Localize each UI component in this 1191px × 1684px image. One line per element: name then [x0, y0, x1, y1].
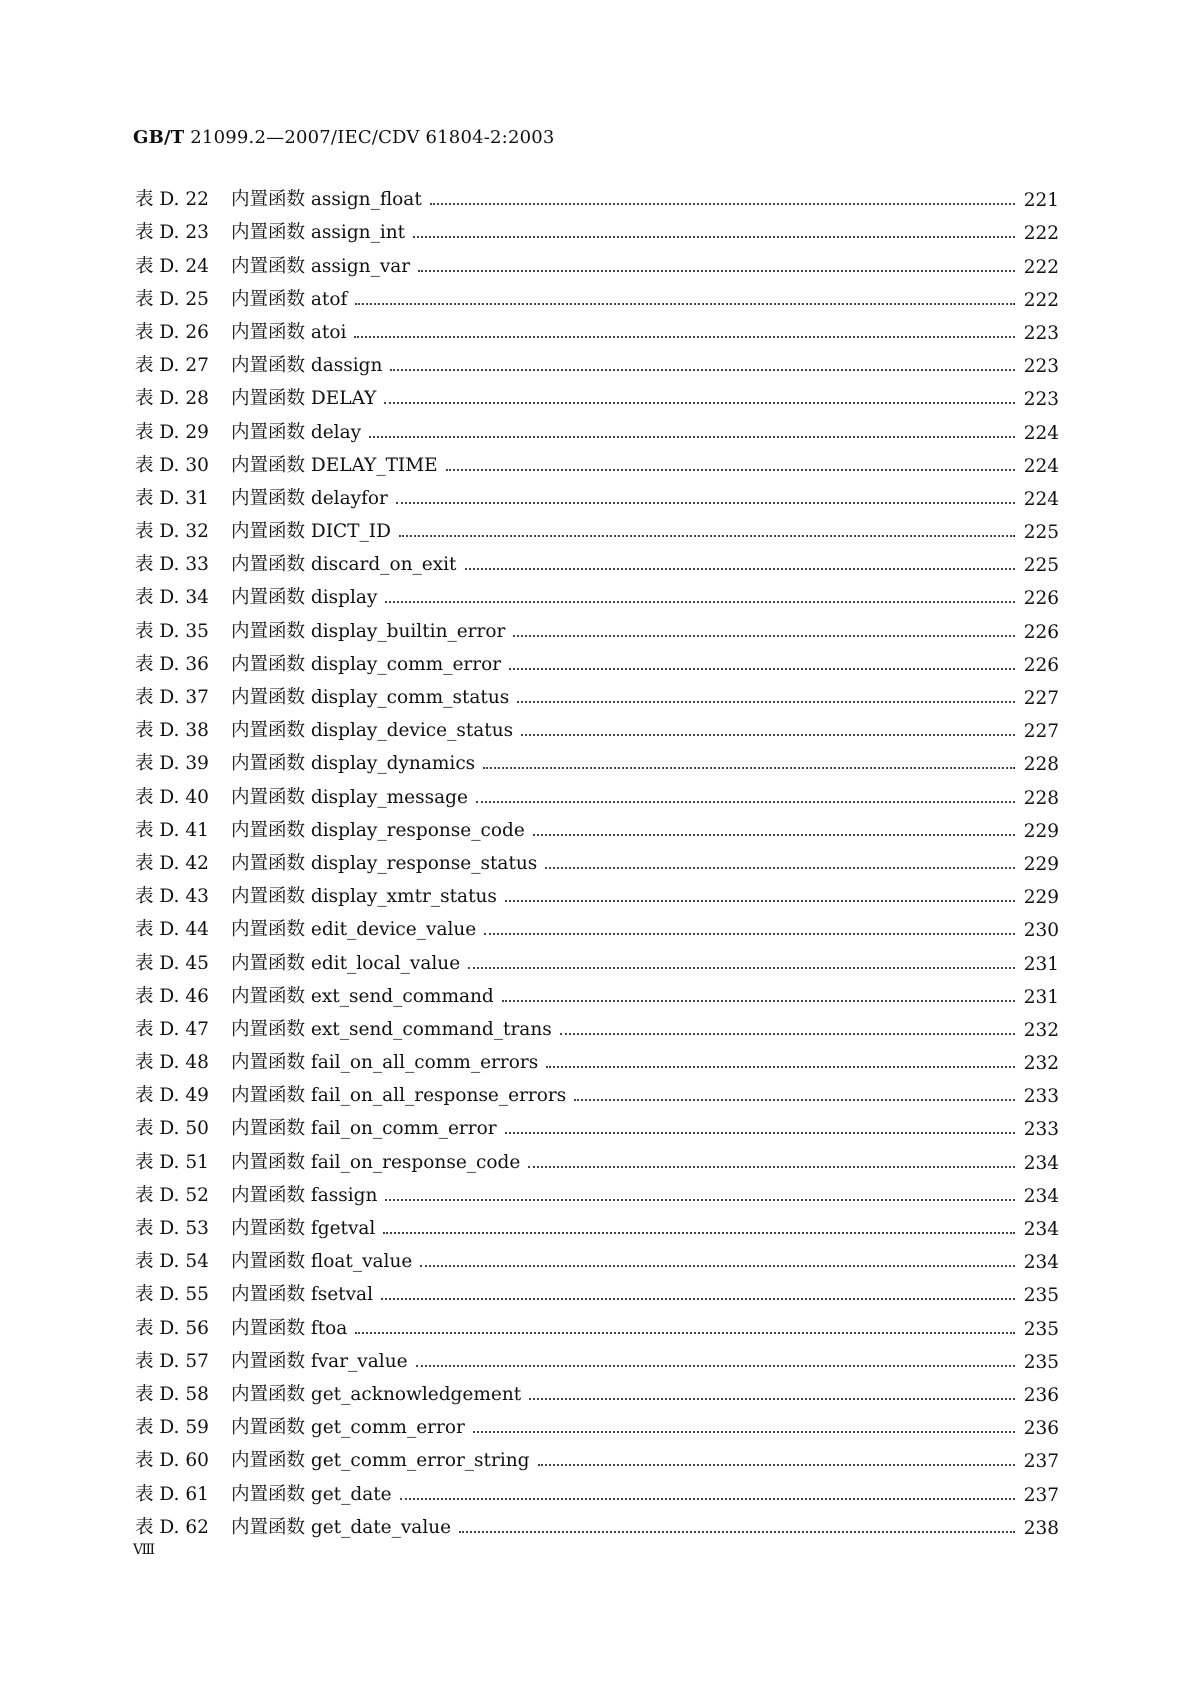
toc-entry-number: 表 D. 59 [135, 1417, 209, 1439]
standard-prefix: GB/T [133, 127, 185, 148]
toc-entry-number: 表 D. 23 [135, 222, 209, 244]
toc-entry-title: 内置函数 edit_device_value [231, 919, 477, 941]
dot-leader [528, 1166, 1015, 1168]
toc-entry-page: 232 [1023, 1019, 1059, 1041]
toc-entry-number: 表 D. 27 [135, 355, 209, 377]
toc-entry-page: 231 [1023, 986, 1059, 1008]
toc-entry-number: 表 D. 55 [135, 1284, 209, 1306]
toc-entry-page: 230 [1023, 920, 1059, 942]
dot-leader [396, 502, 1015, 504]
toc-entry-title: 内置函数 assign_int [231, 222, 406, 244]
toc-entry-page: 225 [1023, 522, 1059, 544]
toc-entry-title: 内置函数 fail_on_comm_error [231, 1118, 497, 1140]
dot-leader [560, 1033, 1015, 1035]
toc-entry-page: 227 [1023, 721, 1059, 743]
toc-entry[interactable] [135, 211, 1059, 244]
toc-entry-page: 223 [1023, 322, 1059, 344]
dot-leader [505, 900, 1015, 902]
dot-leader [529, 1398, 1015, 1400]
toc-entry-number: 表 D. 58 [135, 1383, 209, 1405]
toc-entry-number: 表 D. 61 [135, 1483, 209, 1505]
toc-entry-number: 表 D. 49 [135, 1085, 209, 1107]
dot-leader [509, 668, 1015, 670]
toc-entry-number: 表 D. 35 [135, 620, 209, 642]
toc-entry-number: 表 D. 28 [135, 388, 209, 410]
toc-entry-number: 表 D. 24 [135, 255, 209, 277]
dot-leader [413, 236, 1015, 238]
toc-entry[interactable] [135, 444, 1059, 477]
toc-entry-page: 236 [1023, 1418, 1059, 1440]
toc-entry-number: 表 D. 37 [135, 687, 209, 708]
toc-entry-page: 235 [1023, 1351, 1059, 1373]
toc-entry[interactable] [135, 1373, 1059, 1406]
toc-entry[interactable] [135, 676, 1059, 709]
toc-entry[interactable] [135, 1240, 1059, 1273]
toc-entry-number: 表 D. 54 [135, 1251, 209, 1273]
toc-entry[interactable] [135, 1506, 1059, 1539]
toc-entry-page: 238 [1023, 1517, 1059, 1539]
toc-entry-page: 234 [1023, 1185, 1059, 1207]
dot-leader [513, 635, 1015, 637]
toc-entry-title: 内置函数 fgetval [231, 1218, 376, 1239]
dot-leader [399, 535, 1015, 537]
toc-entry-title: 内置函数 display_dynamics [231, 753, 476, 775]
dot-leader [465, 568, 1016, 570]
toc-entry-title: 内置函数 display_xmtr_status [231, 886, 497, 908]
toc-entry-title: 内置函数 fassign [231, 1184, 378, 1206]
dot-leader [430, 203, 1015, 205]
toc-entry-number: 表 D. 29 [135, 421, 209, 443]
toc-entry-number: 表 D. 53 [135, 1218, 209, 1239]
table-of-contents [135, 178, 1059, 1539]
toc-entry-number: 表 D. 31 [135, 487, 209, 509]
toc-entry-title: 内置函数 get_comm_error [231, 1417, 465, 1439]
toc-entry-title: 内置函数 get_date [231, 1483, 392, 1505]
toc-entry[interactable] [135, 1273, 1059, 1306]
toc-entry[interactable] [135, 244, 1059, 277]
dot-leader [533, 834, 1015, 836]
toc-entry[interactable] [135, 775, 1059, 808]
toc-entry-number: 表 D. 62 [135, 1516, 209, 1538]
toc-entry-number: 表 D. 34 [135, 587, 209, 609]
toc-entry-page: 231 [1023, 953, 1059, 975]
dot-leader [483, 767, 1015, 769]
toc-entry[interactable] [135, 1074, 1059, 1107]
toc-entry-title: 内置函数 get_comm_error_string [231, 1450, 530, 1472]
dot-leader [381, 1298, 1015, 1300]
toc-entry-number: 表 D. 26 [135, 321, 209, 343]
toc-entry-number: 表 D. 39 [135, 753, 209, 775]
toc-entry[interactable] [135, 1406, 1059, 1439]
toc-entry[interactable] [135, 1140, 1059, 1173]
toc-entry-title: 内置函数 DICT_ID [231, 521, 391, 543]
toc-entry-page: 221 [1023, 190, 1059, 212]
toc-entry-number: 表 D. 46 [135, 985, 209, 1007]
toc-entry-page: 234 [1023, 1252, 1059, 1274]
toc-entry[interactable] [135, 410, 1059, 443]
toc-entry-number: 表 D. 22 [135, 189, 209, 211]
toc-entry-page: 237 [1023, 1451, 1059, 1473]
toc-entry[interactable] [135, 709, 1059, 742]
toc-entry-number: 表 D. 41 [135, 819, 209, 841]
toc-entry[interactable] [135, 842, 1059, 875]
toc-entry-title: 内置函数 atoi [231, 321, 347, 343]
toc-entry[interactable] [135, 1306, 1059, 1339]
toc-entry[interactable] [135, 643, 1059, 676]
dot-leader [517, 701, 1015, 703]
toc-entry-page: 235 [1023, 1318, 1059, 1340]
toc-entry[interactable] [135, 344, 1059, 377]
dot-leader [446, 469, 1015, 471]
toc-entry[interactable] [135, 477, 1059, 510]
toc-entry-number: 表 D. 33 [135, 554, 209, 576]
dot-leader [468, 967, 1015, 969]
toc-entry-title: 内置函数 dassign [231, 355, 383, 377]
toc-entry-page: 222 [1023, 223, 1059, 245]
dot-leader [545, 867, 1015, 869]
dot-leader [418, 270, 1015, 272]
toc-entry-number: 表 D. 44 [135, 919, 209, 941]
toc-entry[interactable] [135, 908, 1059, 941]
toc-entry-title: 内置函数 display_comm_status [231, 687, 510, 708]
dot-leader [473, 1431, 1015, 1433]
dot-leader [369, 436, 1015, 438]
toc-entry-title: 内置函数 DELAY_TIME [231, 454, 438, 476]
dot-leader [355, 303, 1015, 305]
dot-leader [459, 1531, 1015, 1533]
dot-leader [546, 1066, 1015, 1068]
toc-entry-title: 内置函数 fvar_value [231, 1350, 408, 1372]
toc-entry-title: 内置函数 display_message [231, 786, 468, 808]
toc-entry[interactable] [135, 875, 1059, 908]
toc-entry-title: 内置函数 fsetval [231, 1284, 374, 1306]
toc-entry-page: 226 [1023, 621, 1059, 643]
toc-entry-page: 229 [1023, 853, 1059, 875]
toc-entry[interactable] [135, 809, 1059, 842]
toc-entry-title: 内置函数 delay [231, 421, 362, 443]
toc-entry-page: 234 [1023, 1219, 1059, 1240]
toc-entry-title: 内置函数 float_value [231, 1251, 413, 1273]
toc-entry[interactable] [135, 377, 1059, 410]
toc-entry-title: 内置函数 display_comm_error [231, 653, 502, 675]
toc-entry-number: 表 D. 57 [135, 1350, 209, 1372]
toc-entry-page: 232 [1023, 1053, 1059, 1075]
toc-entry-page: 224 [1023, 455, 1059, 477]
toc-entry[interactable] [135, 609, 1059, 642]
toc-entry-page: 229 [1023, 887, 1059, 909]
toc-entry[interactable] [135, 1174, 1059, 1207]
toc-entry-page: 224 [1023, 422, 1059, 444]
toc-entry-number: 表 D. 32 [135, 521, 209, 543]
toc-entry-number: 表 D. 30 [135, 454, 209, 476]
page-folio: Ⅷ [133, 1542, 155, 1558]
dot-leader [384, 402, 1015, 404]
toc-entry-title: 内置函数 atof [231, 288, 348, 310]
toc-entry-title: 内置函数 fail_on_all_response_errors [231, 1085, 567, 1107]
toc-entry-title: 内置函数 ext_send_command [231, 985, 494, 1007]
toc-entry-title: 内置函数 display_response_status [231, 852, 538, 874]
toc-entry[interactable] [135, 278, 1059, 311]
toc-entry-title: 内置函数 get_date_value [231, 1516, 452, 1538]
toc-entry-title: 内置函数 ext_send_command_trans [231, 1018, 552, 1040]
dot-leader [538, 1464, 1015, 1466]
toc-entry-title: 内置函数 ftoa [231, 1317, 348, 1339]
toc-entry-page: 235 [1023, 1285, 1059, 1307]
toc-entry[interactable] [135, 510, 1059, 543]
toc-entry[interactable] [135, 1340, 1059, 1373]
dot-leader [505, 1132, 1015, 1134]
toc-entry-number: 表 D. 25 [135, 288, 209, 310]
toc-entry-page: 225 [1023, 555, 1059, 577]
toc-entry[interactable] [135, 1107, 1059, 1140]
toc-entry[interactable] [135, 1439, 1059, 1472]
toc-entry-page: 237 [1023, 1484, 1059, 1506]
toc-entry-page: 223 [1023, 389, 1059, 411]
toc-entry-number: 表 D. 52 [135, 1184, 209, 1206]
toc-entry-title: 内置函数 assign_float [231, 189, 422, 211]
toc-entry[interactable] [135, 742, 1059, 775]
toc-entry-title: 内置函数 assign_var [231, 255, 411, 277]
toc-entry-number: 表 D. 43 [135, 886, 209, 908]
dot-leader [574, 1099, 1015, 1101]
toc-entry-page: 233 [1023, 1119, 1059, 1141]
dot-leader [390, 369, 1015, 371]
dot-leader [355, 1332, 1015, 1334]
toc-entry-page: 228 [1023, 787, 1059, 809]
toc-entry-number: 表 D. 47 [135, 1018, 209, 1040]
toc-entry-page: 228 [1023, 754, 1059, 776]
toc-entry-page: 233 [1023, 1086, 1059, 1108]
toc-entry-title: 内置函数 display [231, 587, 378, 609]
document-header [133, 127, 555, 148]
dot-leader [383, 1232, 1015, 1234]
toc-entry-number: 表 D. 50 [135, 1118, 209, 1140]
standard-title: 21099.2—2007/IEC/CDV 61804-2:2003 [190, 127, 555, 148]
dot-leader [385, 601, 1015, 603]
dot-leader [476, 801, 1015, 803]
toc-entry[interactable] [135, 311, 1059, 344]
toc-entry[interactable] [135, 1472, 1059, 1505]
toc-entry-page: 222 [1023, 289, 1059, 311]
toc-entry-title: 内置函数 fail_on_response_code [231, 1151, 521, 1173]
dot-leader [400, 1498, 1015, 1500]
toc-entry-number: 表 D. 40 [135, 786, 209, 808]
toc-entry-number: 表 D. 48 [135, 1052, 209, 1074]
toc-entry-number: 表 D. 56 [135, 1317, 209, 1339]
toc-entry-title: 内置函数 display_device_status [231, 720, 514, 742]
toc-entry-number: 表 D. 60 [135, 1450, 209, 1472]
dot-leader [484, 933, 1015, 935]
dot-leader [502, 1000, 1015, 1002]
toc-entry-number: 表 D. 45 [135, 952, 209, 974]
toc-entry-title: 内置函数 fail_on_all_comm_errors [231, 1052, 539, 1074]
toc-entry-page: 224 [1023, 488, 1059, 510]
toc-entry[interactable] [135, 576, 1059, 609]
toc-entry-number: 表 D. 38 [135, 720, 209, 742]
toc-entry-title: 内置函数 display_response_code [231, 819, 525, 841]
toc-entry-title: 内置函数 display_builtin_error [231, 620, 506, 642]
dot-leader [420, 1265, 1015, 1267]
toc-entry-page: 226 [1023, 588, 1059, 610]
toc-entry-page: 229 [1023, 820, 1059, 842]
toc-entry-title: 内置函数 get_acknowledgement [231, 1383, 522, 1405]
toc-entry-title: 内置函数 DELAY [231, 388, 377, 410]
dot-leader [354, 336, 1015, 338]
toc-entry[interactable] [135, 178, 1059, 211]
toc-entry-title: 内置函数 edit_local_value [231, 952, 461, 974]
toc-entry[interactable] [135, 1207, 1059, 1240]
dot-leader [385, 1199, 1015, 1201]
toc-entry[interactable] [135, 975, 1059, 1008]
toc-entry-number: 表 D. 36 [135, 653, 209, 675]
toc-entry[interactable] [135, 1041, 1059, 1074]
toc-entry[interactable] [135, 543, 1059, 576]
toc-entry-title: 内置函数 delayfor [231, 487, 388, 509]
toc-entry[interactable] [135, 1008, 1059, 1041]
toc-entry-page: 236 [1023, 1384, 1059, 1406]
dot-leader [416, 1365, 1015, 1367]
toc-entry-page: 234 [1023, 1152, 1059, 1174]
toc-entry-number: 表 D. 51 [135, 1151, 209, 1173]
toc-entry-page: 223 [1023, 356, 1059, 378]
toc-entry-page: 226 [1023, 654, 1059, 676]
toc-entry-page: 222 [1023, 256, 1059, 278]
toc-entry-number: 表 D. 42 [135, 852, 209, 874]
toc-entry-title: 内置函数 discard_on_exit [231, 554, 457, 576]
toc-entry[interactable] [135, 941, 1059, 974]
toc-entry-page: 227 [1023, 688, 1059, 709]
dot-leader [521, 734, 1015, 736]
